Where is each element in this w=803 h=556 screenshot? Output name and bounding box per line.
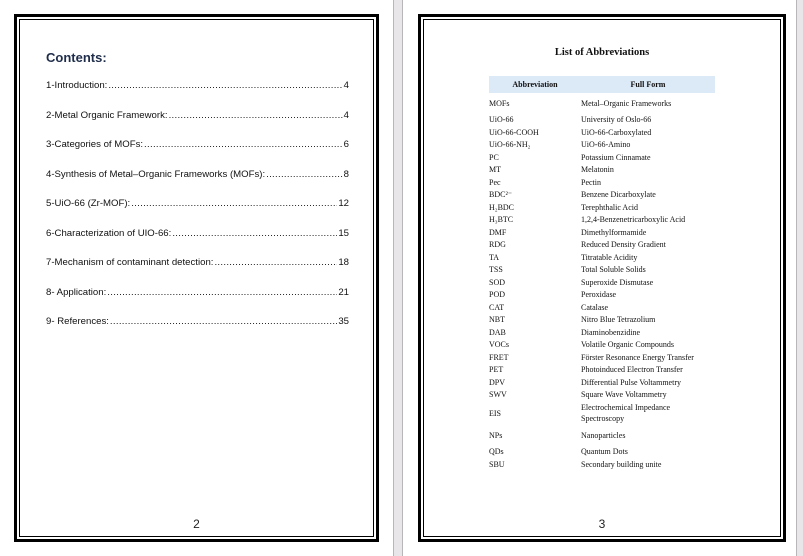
table-row xyxy=(489,401,715,425)
table-row xyxy=(489,264,715,277)
table-row xyxy=(489,339,715,352)
abbreviation-cell: MOFs xyxy=(489,98,510,108)
full-form-cell: Melatonin xyxy=(581,165,614,175)
abbreviation-cell: EIS xyxy=(489,408,501,418)
abbreviation-cell: UiO-66-NH₂ xyxy=(489,140,531,150)
full-form-cell: Total Soluble Solids xyxy=(581,265,646,275)
toc-entry-page: 15 xyxy=(338,227,349,239)
full-form-cell: 1,2,4-Benzenetricarboxylic Acid xyxy=(581,215,686,225)
toc-entry-label: 2-Metal Organic Framework: xyxy=(46,109,168,121)
table-body xyxy=(489,97,715,471)
table-row xyxy=(489,251,715,264)
toc-entry-label: 8- Application: xyxy=(46,286,107,298)
abbreviation-cell: PET xyxy=(489,365,504,375)
table-row xyxy=(489,458,715,471)
toc-entry[interactable] xyxy=(46,169,349,199)
toc-entry[interactable] xyxy=(46,228,349,258)
table-row xyxy=(489,239,715,252)
toc-dot-leader xyxy=(144,139,343,150)
toc-entry-label: 4-Synthesis of Metal–Organic Frameworks (MOFs): xyxy=(46,168,266,180)
full-form-cell: Secondary building unite xyxy=(581,459,662,469)
table-of-contents xyxy=(46,80,349,346)
toc-entry-label: 9- References: xyxy=(46,316,109,327)
full-form-cell: Catalase xyxy=(581,302,609,312)
abbreviations-heading: List of Abbreviations xyxy=(554,47,650,58)
toc-entry-page: 4 xyxy=(343,80,349,91)
toc-entry-label: 5-UiO-66 (Zr-MOF): xyxy=(46,198,131,209)
full-form-cell: UiO-66-Amino xyxy=(581,140,631,150)
toc-dot-leader xyxy=(172,228,337,239)
full-form-cell: Metal–Organic Frameworks xyxy=(581,98,672,108)
toc-entry-page: 6 xyxy=(343,139,349,150)
table-row xyxy=(489,214,715,227)
table-row xyxy=(489,114,715,127)
full-form-cell: Nitro Blue Tetrazolium xyxy=(581,315,656,325)
page-number: 2 xyxy=(193,517,200,531)
toc-entry-label: 6-Characterization of UIO-66: xyxy=(46,227,172,239)
full-form-cell: Square Wave Voltammetry xyxy=(581,390,667,400)
toc-dot-leader xyxy=(131,198,337,209)
header-abbreviation: Abbreviation xyxy=(512,80,558,89)
full-form-cell: Nanoparticles xyxy=(581,430,626,440)
full-form-cell: Electrochemical Impedance Spectroscopy xyxy=(581,403,671,423)
toc-entry-page: 8 xyxy=(343,168,349,180)
page-gap-scroll-strip xyxy=(393,0,403,556)
table-row xyxy=(489,126,715,139)
table-row xyxy=(489,164,715,177)
page-number: 3 xyxy=(598,517,606,531)
full-form-cell: Förster Resonance Energy Transfer xyxy=(581,352,694,362)
document-page-2 xyxy=(14,14,379,542)
abbreviation-cell: H₃BTC xyxy=(489,215,514,225)
table-row xyxy=(489,276,715,289)
toc-dot-leader xyxy=(266,169,343,180)
table-row xyxy=(489,326,715,339)
vertical-scrollbar[interactable] xyxy=(796,0,803,556)
abbreviation-cell: QDs xyxy=(489,447,504,457)
toc-dot-leader xyxy=(110,316,337,327)
abbreviation-cell: CAT xyxy=(489,302,505,312)
abbreviation-cell: NBT xyxy=(489,315,505,325)
table-row xyxy=(489,226,715,239)
full-form-cell: Peroxidase xyxy=(581,290,617,300)
abbreviation-cell: SOD xyxy=(489,277,506,287)
abbreviation-cell: MT xyxy=(489,165,501,175)
header-full-form: Full Form xyxy=(630,80,666,89)
full-form-cell: UiO-66-Carboxylated xyxy=(581,127,652,137)
abbreviation-cell: UiO-66-COOH xyxy=(489,127,539,137)
abbreviation-cell: DAB xyxy=(489,327,506,337)
abbreviation-cell: DPV xyxy=(489,377,506,387)
full-form-cell: Differential Pulse Voltammetry xyxy=(581,377,681,387)
toc-entry[interactable] xyxy=(46,110,349,140)
table-row xyxy=(489,176,715,189)
abbreviation-cell: SBU xyxy=(489,459,505,469)
abbreviation-cell: POD xyxy=(489,290,506,300)
table-row xyxy=(489,351,715,364)
toc-entry[interactable] xyxy=(46,287,349,317)
full-form-cell: Photoinduced Electron Transfer xyxy=(581,365,683,375)
table-row xyxy=(489,301,715,314)
abbreviation-cell: VOCs xyxy=(489,340,510,350)
full-form-cell: Benzene Dicarboxylate xyxy=(581,190,656,200)
abbreviation-cell: BDC²⁻ xyxy=(489,190,513,200)
full-form-cell: University of Oslo-66 xyxy=(581,115,652,125)
toc-entry-page: 35 xyxy=(338,316,349,327)
toc-dot-leader xyxy=(107,287,337,298)
document-page-3 xyxy=(418,14,786,542)
table-row xyxy=(489,446,715,459)
abbreviation-cell: Pec xyxy=(489,177,501,187)
contents-heading: Contents: xyxy=(46,50,107,65)
abbreviation-cell: RDG xyxy=(489,240,506,250)
table-row xyxy=(489,314,715,327)
table-row xyxy=(489,97,715,110)
full-form-cell: Reduced Density Gradient xyxy=(581,240,666,250)
abbreviation-cell: TA xyxy=(489,252,500,262)
table-row xyxy=(489,151,715,164)
toc-entry[interactable] xyxy=(46,198,349,228)
full-form-cell: Diaminobenzidine xyxy=(581,327,641,337)
abbreviations-table xyxy=(489,76,715,471)
table-row xyxy=(489,289,715,302)
toc-entry[interactable] xyxy=(46,316,349,346)
toc-entry-label: 1-Introduction: xyxy=(46,80,108,91)
toc-dot-leader xyxy=(214,257,337,268)
toc-dot-leader xyxy=(108,80,342,91)
toc-entry[interactable] xyxy=(46,139,349,169)
toc-entry-label: 7-Mechanism of contaminant detection: xyxy=(46,257,214,268)
table-row xyxy=(489,139,715,152)
toc-entry-page: 4 xyxy=(343,109,349,121)
table-row xyxy=(489,189,715,202)
full-form-cell: Titratable Acidity xyxy=(581,252,638,262)
abbreviation-cell: H₂BDC xyxy=(489,202,515,212)
full-form-cell: Potassium Cinnamate xyxy=(581,152,651,162)
full-form-cell: Superoxide Dismutase xyxy=(581,277,654,287)
full-form-cell: Volatile Organic Compounds xyxy=(581,340,675,350)
toc-entry-page: 12 xyxy=(338,198,349,209)
abbreviation-cell: SWV xyxy=(489,390,507,400)
full-form-cell: Quantum Dots xyxy=(581,447,628,457)
abbreviation-cell: TSS xyxy=(489,265,503,275)
table-row xyxy=(489,376,715,389)
table-row xyxy=(489,429,715,442)
toc-dot-leader xyxy=(169,110,343,121)
toc-entry[interactable] xyxy=(46,80,349,110)
abbreviation-cell: DMF xyxy=(489,227,507,237)
full-form-cell: Dimethylformamide xyxy=(581,227,647,237)
toc-entry[interactable] xyxy=(46,257,349,287)
toc-entry-label: 3-Categories of MOFs: xyxy=(46,139,144,150)
toc-entry-page: 18 xyxy=(338,257,349,268)
full-form-cell: Pectin xyxy=(581,177,601,187)
toc-entry-page: 21 xyxy=(338,286,349,298)
table-row xyxy=(489,389,715,402)
table-row xyxy=(489,201,715,214)
table-header-row xyxy=(489,76,715,93)
abbreviation-cell: PC xyxy=(489,152,499,162)
abbreviation-cell: FRET xyxy=(489,352,509,362)
abbreviation-cell: UiO-66 xyxy=(489,115,514,125)
abbreviation-cell: NPs xyxy=(489,430,503,440)
table-row xyxy=(489,364,715,377)
full-form-cell: Terephthalic Acid xyxy=(581,202,638,212)
